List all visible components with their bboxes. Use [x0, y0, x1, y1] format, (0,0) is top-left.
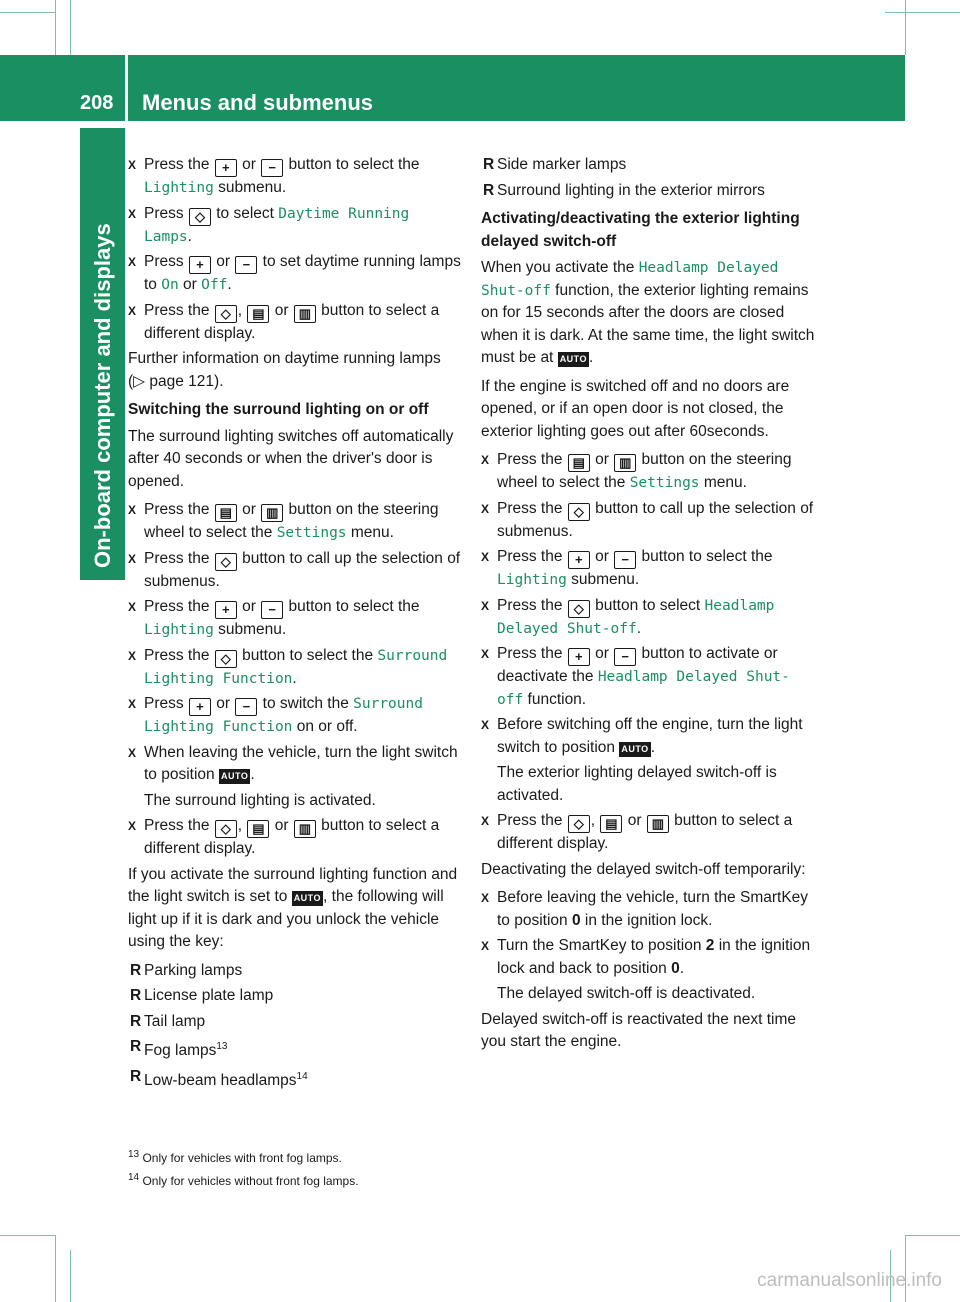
menu-term: Surround Lighting Function — [144, 696, 423, 735]
next-key-icon: ▥ — [294, 305, 316, 323]
bullet-icon: R — [130, 1067, 142, 1085]
nav-key-icon: ◇ — [215, 820, 237, 838]
bullet-icon: R — [130, 961, 142, 979]
nav-key-icon: ◇ — [568, 815, 590, 833]
auto-position-icon: AUTO — [219, 769, 250, 784]
nav-key-icon: ◇ — [189, 208, 211, 226]
next-key-icon: ▥ — [294, 820, 316, 838]
minus-key-icon: − — [235, 698, 257, 716]
list-item: R License plate lamp — [128, 985, 462, 1008]
instruction-step: X Press the ◇ button to select the Surround Lighting Function. — [128, 646, 448, 687]
prev-key-icon: ▤ — [247, 820, 269, 838]
step-arrow-icon: X — [481, 647, 490, 661]
paragraph: Delayed switch-off is reactivated the next time you start the engine. — [481, 1010, 797, 1050]
crop-mark — [70, 1250, 71, 1302]
prev-key-icon: ▤ — [247, 305, 269, 323]
list-item: R Side marker lamps — [481, 154, 815, 177]
bullet-icon: R — [483, 156, 495, 173]
step-arrow-icon: X — [128, 503, 137, 517]
nav-key-icon: ◇ — [215, 305, 237, 323]
step-arrow-icon: X — [128, 255, 137, 269]
minus-key-icon: − — [261, 159, 283, 177]
instruction-step: X Press + or − to switch the Surround Lighting Function on or off. — [128, 695, 423, 735]
instruction-step: X Press the + or − button to select the Lighting submenu. — [128, 156, 420, 196]
menu-term: On — [161, 277, 179, 293]
step-arrow-icon: X — [128, 697, 137, 711]
instruction-step: X Press the + or − button to activate or deactivate the Headlamp Delayed Shut-off function. — [481, 645, 790, 708]
section-heading: Activating/deactivating the exterior lighting delayed switch-off — [481, 210, 800, 250]
instruction-step: X Press the ◇ button to select Headlamp Delayed Shut-off. — [481, 596, 775, 637]
step-arrow-icon: X — [128, 303, 137, 318]
step-arrow-icon: X — [128, 745, 137, 760]
nav-key-icon: ◇ — [215, 650, 237, 668]
crop-mark — [905, 0, 906, 55]
list-item: R Fog lamps$^{13}$ — [130, 1038, 228, 1060]
step-arrow-icon: X — [481, 891, 490, 905]
instruction-step: X Before leaving the vehicle, turn the SmartKey to position 0 in the ignition lock. — [481, 889, 809, 929]
header-divider — [125, 55, 128, 121]
instruction-step: X Press the ◇ button to call up the selection of submenus. — [481, 499, 814, 540]
instruction-step: X Press the ◇ button to call up the selection of submenus. — [128, 549, 461, 590]
footnote-ref: 13 — [216, 1041, 228, 1052]
result-text: The delayed switch-off is deactivated. — [497, 985, 756, 1002]
list-item: R Surround lighting in the exterior mirrors — [481, 180, 815, 203]
crop-mark — [55, 1235, 56, 1302]
menu-term: Settings — [276, 525, 347, 541]
menu-term: Off — [201, 277, 228, 293]
step-arrow-icon: X — [128, 206, 137, 221]
step-arrow-icon: X — [481, 814, 490, 828]
auto-position-icon: AUTO — [292, 891, 323, 906]
menu-term: Headlamp Delayed Shut-off — [497, 597, 775, 637]
footnotes — [128, 1145, 628, 1191]
paragraph: Further information on daytime running lamps (▷ page 121). — [128, 350, 441, 390]
paragraph: If the engine is switched off and no doors are opened, or if an open door is not closed, the exterior lighting goes out after 60seconds. — [481, 377, 790, 440]
instruction-step: X Press the + or − button to select the Lighting submenu. — [481, 548, 773, 588]
paragraph: When you activate the Headlamp Delayed Shut-off function, the exterior lighting remains on for 15 seconds after the doors are closed when it is dark. At the same time, the light switch must be at AUTO . — [481, 259, 815, 366]
next-key-icon: ▥ — [261, 504, 283, 522]
section-heading: Switching the surround lighting on or off — [128, 401, 429, 418]
left-column — [128, 154, 462, 1095]
bullet-icon: R — [483, 181, 495, 199]
instruction-step: X Press ◇ to select Daytime Running Lamps. — [128, 204, 410, 245]
footnote-ref: 14 — [296, 1070, 308, 1082]
instruction-step: X Press the + or − button to select the Lighting submenu. — [128, 598, 420, 638]
crop-mark — [0, 12, 55, 13]
page-title: Menus and submenus — [142, 90, 374, 115]
plus-key-icon: + — [189, 256, 211, 274]
menu-term: Headlamp Delayed Shut-off — [481, 260, 779, 299]
side-tab-label: On-board computer and displays — [90, 223, 115, 568]
menu-term: Surround Lighting Function — [144, 647, 448, 687]
prev-key-icon: ▤ — [568, 454, 590, 472]
step-arrow-icon: X — [128, 819, 137, 833]
plus-key-icon: + — [568, 551, 590, 569]
watermark: carmanualsonline.info — [757, 1270, 942, 1291]
footnote: $^{13}$ Only for vehicles with front fog lamps. — [128, 1149, 342, 1165]
auto-position-icon: AUTO — [619, 742, 650, 757]
paragraph: The surround lighting switches off automatically after 40 seconds or when the driver's door is opened. — [128, 427, 454, 490]
step-arrow-icon: X — [481, 598, 490, 613]
step-arrow-icon: X — [481, 550, 490, 564]
menu-term: Settings — [629, 475, 700, 491]
instruction-step: X Press + or − to set daytime running lamps to On or Off. — [128, 253, 461, 293]
minus-key-icon: − — [614, 648, 636, 666]
instruction-step: X When leaving the vehicle, turn the light switch to position AUTO . — [128, 743, 458, 783]
menu-term: Lighting — [144, 622, 214, 638]
instruction-step: X Press the ▤ or ▥ button on the steering wheel to select the Settings menu. — [481, 451, 792, 491]
instruction-step: X Press the ◇ , ▤ or ▥ button to select a different display. — [128, 817, 440, 857]
step-arrow-icon: X — [128, 600, 137, 614]
step-arrow-icon: X — [128, 551, 137, 566]
right-column — [481, 154, 815, 1060]
instruction-step: X Press the ◇ , ▤ or ▥ button to select a different display. — [128, 301, 440, 342]
crop-mark — [70, 0, 71, 55]
nav-key-icon: ◇ — [215, 553, 237, 571]
minus-key-icon: − — [261, 601, 283, 619]
step-arrow-icon: X — [481, 501, 490, 516]
page-number: 208 — [80, 92, 114, 114]
header-bar — [0, 55, 905, 121]
menu-term: Headlamp Delayed Shut-off — [497, 669, 790, 708]
footnote: $^{14}$ Only for vehicles without front fog lamps. — [128, 1172, 359, 1188]
result-text: The surround lighting is activated. — [144, 791, 376, 809]
prev-key-icon: ▤ — [600, 815, 622, 833]
step-arrow-icon: X — [481, 453, 490, 467]
menu-term: Lighting — [497, 572, 567, 588]
plus-key-icon: + — [215, 159, 237, 177]
plus-key-icon: + — [189, 698, 211, 716]
step-arrow-icon: X — [481, 718, 490, 732]
prev-key-icon: ▤ — [215, 504, 237, 522]
list-item: R Parking lamps — [128, 960, 462, 983]
paragraph: Deactivating the delayed switch-off temporarily: — [481, 860, 806, 878]
instruction-step: X Press the ◇ , ▤ or ▥ button to select a different display. — [481, 812, 793, 852]
list-item: R Tail lamp — [128, 1011, 462, 1034]
crop-mark — [905, 1235, 960, 1236]
plus-key-icon: + — [215, 601, 237, 619]
menu-term: Lighting — [144, 180, 214, 196]
minus-key-icon: − — [235, 256, 257, 274]
auto-position-icon: AUTO — [558, 352, 589, 367]
next-key-icon: ▥ — [614, 454, 636, 472]
plus-key-icon: + — [568, 648, 590, 666]
nav-key-icon: ◇ — [568, 503, 590, 521]
crop-mark — [0, 1235, 55, 1236]
bullet-icon: R — [130, 1038, 142, 1055]
result-text: The exterior lighting delayed switch-off is activated. — [497, 764, 777, 804]
menu-term: Daytime Running Lamps — [144, 205, 410, 245]
instruction-step: X Turn the SmartKey to position 2 in the ignition lock and back to position 0. — [481, 937, 811, 977]
instruction-step: X Before switching off the engine, turn the light switch to position AUTO . — [481, 716, 803, 756]
crop-mark — [55, 0, 56, 55]
bullet-icon: R — [130, 987, 142, 1004]
instruction-step: X Press the ▤ or ▥ button on the steering wheel to select the Settings menu. — [128, 501, 439, 541]
step-arrow-icon: X — [128, 648, 137, 663]
list-item: R Low-beam headlamps$^{14}$ — [130, 1067, 308, 1089]
paragraph: If you activate the surround lighting function and the light switch is set to AUTO , the following will light up if it is dark and you unlock the vehicle using the key: — [128, 865, 458, 950]
bullet-icon: R — [130, 1012, 142, 1030]
step-arrow-icon: X — [128, 158, 137, 172]
nav-key-icon: ◇ — [568, 600, 590, 618]
minus-key-icon: − — [614, 551, 636, 569]
next-key-icon: ▥ — [647, 815, 669, 833]
crop-mark — [885, 12, 960, 13]
step-arrow-icon: X — [481, 939, 490, 953]
